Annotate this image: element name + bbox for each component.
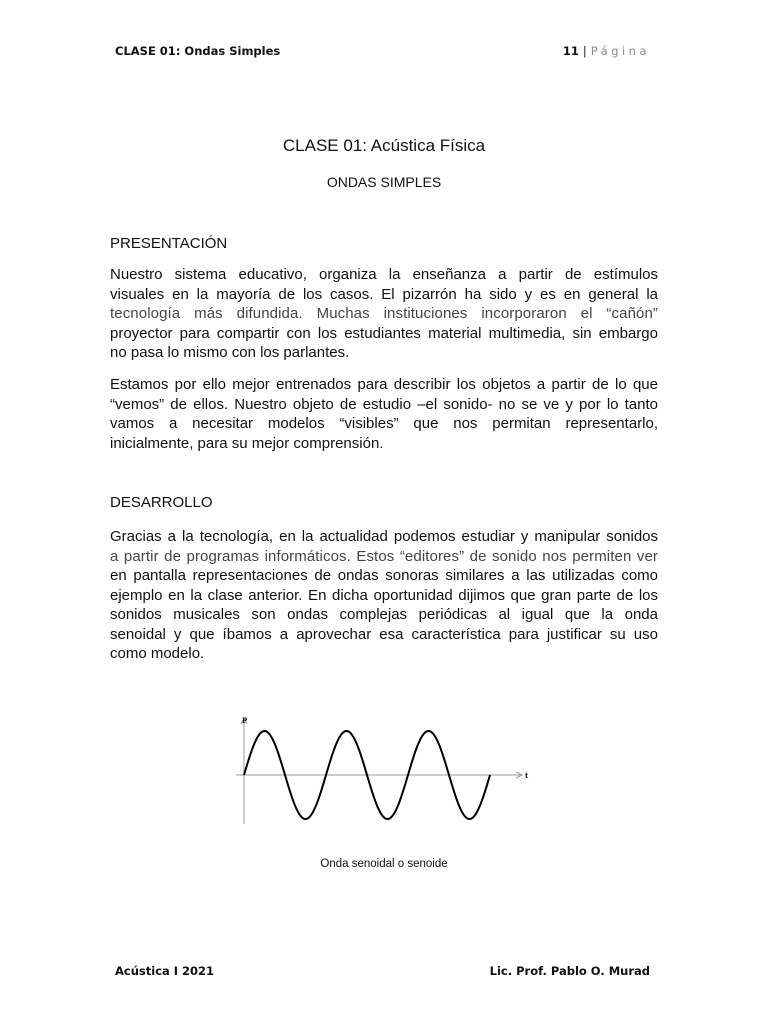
text-line: proyector para compartir con los estudiantes material multimedia, sin embargo <box>110 324 658 342</box>
figure-caption: Onda senoidal o senoide <box>320 858 448 870</box>
text-line: sonidos musicales son ondas complejas periódicas al igual que la onda <box>110 606 658 623</box>
paragraph-desarrollo-1 <box>110 527 658 664</box>
page-header <box>115 44 650 58</box>
text-line: en pantalla representaciones de ondas sonoras similares a las utilizadas como <box>110 567 658 584</box>
text-line: visuales en la mayoría de los casos. El pizarrón ha sido y es en general la <box>110 285 658 303</box>
text-line: senoidal y que íbamos a aprovechar esa característica para justificar su uso <box>110 625 658 643</box>
page-indicator <box>563 44 650 58</box>
text-line: como modelo. <box>110 645 205 662</box>
page-separator: | <box>582 44 587 58</box>
paragraph-presentacion-1 <box>110 265 658 363</box>
document-subtitle: ONDAS SIMPLES <box>326 174 442 190</box>
text-line: ejemplo en la clase anterior. En dicha oportunidad dijimos que gran parte de los <box>110 586 658 604</box>
y-axis-label: P <box>242 716 248 725</box>
header-title: CLASE 01: Ondas Simples <box>115 44 281 58</box>
text-line: vamos a necesitar modelos “visibles” que nos permitan representarlo, <box>110 415 658 432</box>
text-line: a partir de programas informáticos. Estos “editores” de sonido nos permiten ver <box>110 547 658 565</box>
section-heading-presentacion: PRESENTACIÓN <box>110 235 228 252</box>
paragraph-presentacion-2 <box>110 375 658 453</box>
page-word: Página <box>590 44 650 58</box>
text-line: no pasa lo mismo con los parlantes. <box>110 344 350 361</box>
text-line: “vemos” de ellos. Nuestro objeto de estudio –el sonido- no se ve y por lo tanto <box>110 395 658 413</box>
footer-author: Lic. Prof. Pablo O. Murad <box>489 964 650 978</box>
x-axis-label: t <box>525 771 529 780</box>
sine-wave-figure <box>232 712 532 826</box>
page-number: 11 <box>562 44 579 58</box>
text-line: tecnología más difundida. Muchas instituciones incorporaron el “cañón” <box>110 305 658 322</box>
document-title: CLASE 01: Acústica Física <box>282 136 486 155</box>
page-footer <box>115 964 650 978</box>
text-line: Nuestro sistema educativo, organiza la enseñanza a partir de estímulos <box>110 266 658 283</box>
section-heading-desarrollo: DESARROLLO <box>110 494 213 511</box>
footer-course: Acústica I 2021 <box>115 964 215 978</box>
text-line: Estamos por ello mejor entrenados para describir los objetos a partir de lo que <box>110 376 658 393</box>
text-line: inicialmente, para su mejor comprensión. <box>110 434 384 452</box>
text-line: Gracias a la tecnología, en la actualidad podemos estudiar y manipular sonidos <box>110 528 658 545</box>
